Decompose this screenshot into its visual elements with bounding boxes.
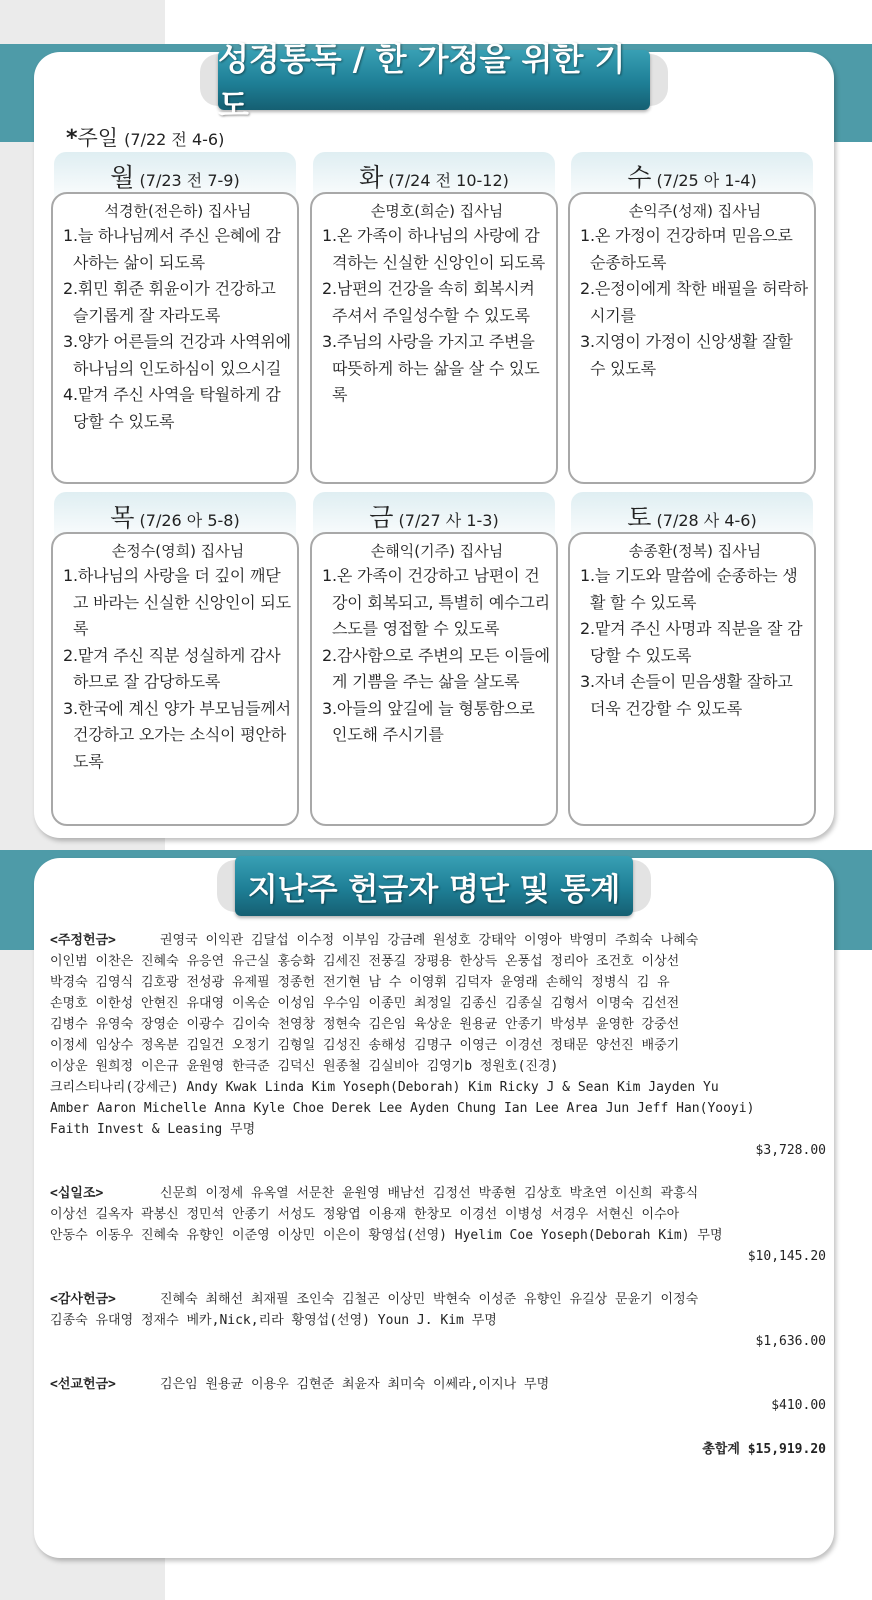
donor-names: 손명호 이한성 안현진 유대영 이옥순 이성임 우수임 이종민 최정일 김종신 김종실 김형서 이명숙 김선전 [50, 996, 680, 1011]
prayer-item: 2.남편의 건강을 속히 회복시켜 주셔서 주일성수할 수 있도록 [322, 279, 535, 325]
donor-names: 이인범 이찬은 진혜숙 유응연 유근실 홍승화 김세진 전풍길 장평용 한상득 온풍섭 정리아 조건호 이상선 [50, 954, 680, 969]
prayer-item: 1.늘 기도와 말씀에 순종하는 생활 할 수 있도록 [580, 566, 798, 612]
donor-line [50, 1098, 826, 1119]
day-card [51, 152, 299, 484]
donor-line [50, 972, 826, 993]
prayer-item: 3.자녀 손들이 믿음생활 잘하고 더욱 건강할 수 있도록 [580, 672, 793, 718]
donor-line [50, 1225, 826, 1246]
day-name: 목 [110, 503, 135, 532]
donor-line [50, 930, 826, 951]
day-card [310, 152, 558, 484]
prayer-item: 3.양가 어른들의 건강과 사역위에 하나님의 인도하심이 있으시길 [63, 332, 291, 378]
day-reading: (7/23 전 7-9) [139, 171, 240, 190]
prayer-card [310, 192, 558, 484]
day-reading: (7/25 아 1-4) [656, 171, 757, 190]
day-reading: (7/26 아 5-8) [139, 511, 240, 530]
donor-line [50, 1310, 826, 1331]
donor-line [50, 1119, 826, 1140]
donor-names: 이상선 길옥자 곽봉신 정민석 안종기 서성도 정왕엽 이용재 한창모 이경선 이병성 서경우 서현신 이수아 [50, 1207, 680, 1222]
prayer-title-ribbon [218, 40, 650, 124]
donor-names: Faith Invest & Leasing 무명 [50, 1122, 256, 1137]
offering-amount: $3,728.00 [755, 1143, 826, 1158]
family-name: 석경한(전은하) 집사님 [104, 202, 252, 220]
grand-total: 총합계 $15,919.20 [702, 1442, 826, 1457]
prayer-title: 성경통독 / 한 가정을 위한 기도 [218, 50, 650, 110]
offering-title-ribbon [235, 856, 633, 916]
donor-names: 김종숙 유대영 정재수 베카,Nick,리라 황영섭(선영) Youn J. Kim 무명 [50, 1313, 497, 1328]
offering-block [50, 1374, 826, 1416]
donor-names: 진혜숙 최해선 최재필 조인숙 김철곤 이상민 박현숙 이성준 유향인 유길상 문윤기 이정숙 [160, 1292, 699, 1307]
prayer-item: 2.맡겨 주신 직분 성실하게 감사하므로 잘 감당하도록 [63, 645, 281, 691]
prayer-item: 1.온 가족이 하나님의 사랑에 감격하는 신실한 신앙인이 되도록 [322, 226, 545, 272]
day-card [310, 492, 558, 826]
donor-names: Amber Aaron Michelle Anna Kyle Choe Derek Lee Ayden Chung Ian Lee Area Jun Jeff Han(Yooyi) [50, 1101, 755, 1116]
offering-label: <선교헌금> [50, 1377, 116, 1392]
prayer-item: 2.은정이에게 착한 배필을 허락하시기를 [580, 279, 808, 325]
donor-line [50, 993, 826, 1014]
prayer-item: 2.감사함으로 주변의 모든 이들에게 기쁨을 주는 삶을 살도록 [322, 645, 550, 691]
donor-line [50, 1374, 826, 1395]
donor-names: 이상운 원희정 이은규 윤원영 한극준 김덕신 원종철 김실비아 김영기b 정원호(진경) [50, 1059, 559, 1074]
offering-amount: $1,636.00 [755, 1334, 826, 1349]
prayer-item: 3.주님의 사랑을 가지고 주변을 따뜻하게 하는 삶을 살 수 있도록 [322, 332, 540, 404]
prayer-item: 3.한국에 계신 양가 부모님들께서 건강하고 오가는 소식이 평안하도록 [63, 698, 291, 771]
prayer-card [51, 532, 299, 826]
prayer-item: 4.맡겨 주신 사역을 탁월하게 감당할 수 있도록 [63, 385, 281, 431]
donor-line [50, 1035, 826, 1056]
day-name: 토 [627, 503, 652, 532]
prayer-item: 1.온 가족이 건강하고 남편이 건강이 회복되고, 특별히 예수그리스도를 영접할 수 있도록 [322, 566, 550, 638]
donor-line [50, 1077, 826, 1098]
donor-names: 권영국 이익관 김달섭 이수정 이부임 강금례 원성호 강태악 이영아 박영미 주희숙 나혜숙 [160, 933, 699, 948]
prayer-card [568, 192, 816, 484]
family-name: 송종환(정복) 집사님 [628, 542, 762, 560]
donor-line [50, 1183, 826, 1204]
sunday-reading: *주일 (7/22 전 4-6) [66, 126, 225, 151]
donor-names: 김은임 원용균 이용우 김현준 최윤자 최미숙 이쎄라,이지나 무명 [160, 1377, 550, 1392]
day-card [51, 492, 299, 826]
offering-label: <감사헌금> [50, 1292, 116, 1307]
donor-line [50, 1056, 826, 1077]
family-name: 손익주(성재) 집사님 [628, 202, 762, 220]
donor-line [50, 1289, 826, 1310]
day-name: 수 [627, 163, 652, 192]
offering-title: 지난주 헌금자 명단 및 통계 [235, 856, 633, 916]
prayer-card [310, 532, 558, 826]
donor-line [50, 1014, 826, 1035]
day-name: 금 [369, 503, 394, 532]
prayer-item: 2.휘민 휘준 휘윤이가 건강하고 슬기롭게 잘 자라도록 [63, 279, 276, 325]
prayer-item: 1.온 가정이 건강하며 믿음으로 순종하도록 [580, 226, 793, 272]
donor-names: 박경숙 김영식 김호광 전성광 유제필 정종헌 전기현 남 수 이영휘 김덕자 윤영래 손해익 정병식 김 유 [50, 975, 670, 990]
donor-names: 크리스티나리(강세근) Andy Kwak Linda Kim Yoseph(Deborah) Kim Ricky J & Sean Kim Jayden Yu [50, 1080, 719, 1095]
prayer-card [568, 532, 816, 826]
donor-line [50, 1204, 826, 1225]
donor-names: 이정세 임상수 정옥분 김일건 오정기 김형일 김성진 송해성 김명구 이영근 이경선 정태문 양선진 배중기 [50, 1038, 680, 1053]
sunday-label: 주일 [77, 126, 119, 150]
offering-amount: $410.00 [771, 1398, 826, 1413]
sunday-date: (7/22 전 4-6) [124, 130, 225, 149]
offering-block [50, 1289, 826, 1352]
family-name: 손해익(기주) 집사님 [370, 542, 504, 560]
prayer-item: 1.하나님의 사랑을 더 깊이 깨닫고 바라는 신실한 신앙인이 되도록 [63, 566, 291, 638]
day-card [568, 152, 816, 484]
day-card [568, 492, 816, 826]
donor-line [50, 951, 826, 972]
day-reading: (7/27 사 1-3) [398, 511, 499, 530]
prayer-item: 3.아들의 앞길에 늘 형통함으로 인도해 주시기를 [322, 698, 535, 744]
prayer-item: 1.늘 하나님께서 주신 은혜에 감사하는 삶이 되도록 [63, 226, 281, 272]
day-name: 화 [359, 163, 384, 192]
offering-amount: $10,145.20 [747, 1249, 826, 1264]
offering-block [50, 930, 826, 1161]
prayer-card [51, 192, 299, 484]
family-name: 손명호(희순) 집사님 [370, 202, 504, 220]
family-name: 손정수(영희) 집사님 [111, 542, 245, 560]
day-reading: (7/24 전 10-12) [388, 171, 509, 190]
day-name: 월 [110, 163, 135, 192]
donor-names: 김병수 유영숙 장영순 이광수 김이숙 천영창 정현숙 김은임 육상운 원용균 안종기 박성부 윤영한 강중선 [50, 1017, 680, 1032]
donor-names: 신문희 이정세 유옥열 서문찬 윤원영 배남선 김정선 박종현 김상호 박초연 이신희 곽흥식 [160, 1186, 699, 1201]
prayer-item: 2.맡겨 주신 사명과 직분을 잘 감당할 수 있도록 [580, 619, 803, 665]
day-reading: (7/28 사 4-6) [656, 511, 757, 530]
prayer-item: 3.지영이 가정이 신앙생활 잘할 수 있도록 [580, 332, 793, 378]
offering-label: <십일조> [50, 1186, 104, 1201]
offering-label: <주정헌금> [50, 933, 116, 948]
donor-names: 안동수 이동우 진혜숙 유향인 이준영 이상민 이은이 황영섭(선영) Hyelim Coe Yoseph(Deborah Kim) 무명 [50, 1228, 723, 1243]
offering-block [50, 1183, 826, 1267]
